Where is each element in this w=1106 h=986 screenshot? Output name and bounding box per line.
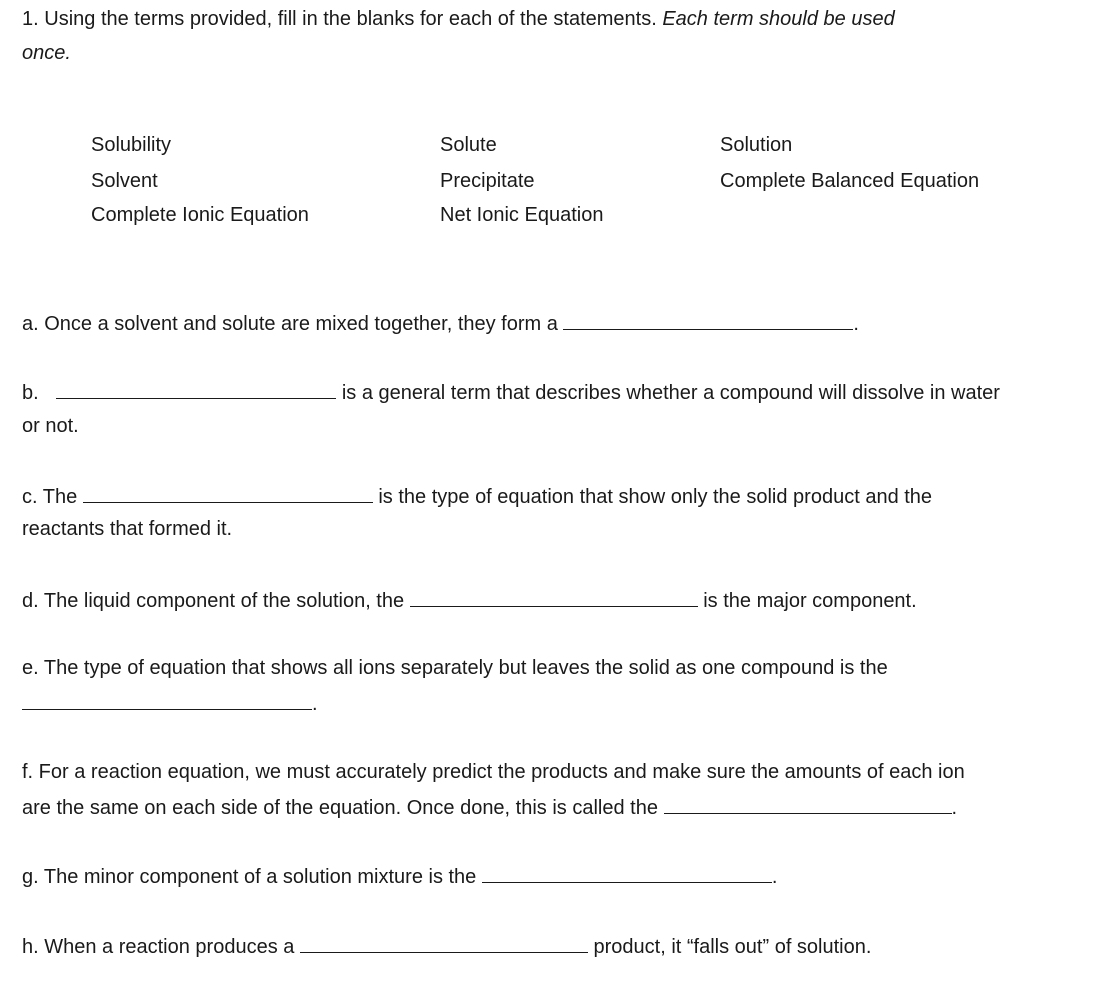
term-net-ionic-equation: Net Ionic Equation xyxy=(440,204,604,226)
blank-h[interactable] xyxy=(300,934,588,953)
term-precipitate: Precipitate xyxy=(440,170,535,192)
term-complete-ionic-equation: Complete Ionic Equation xyxy=(91,204,309,226)
item-c: c. The is the type of equation that show only the solid product and the xyxy=(22,486,933,508)
item-c-line2: reactants that formed it. xyxy=(22,518,233,540)
question-number: 1. xyxy=(22,8,39,30)
item-a: a. Once a solvent and solute are mixed together, they form a . xyxy=(22,313,859,335)
blank-d[interactable] xyxy=(410,588,698,607)
blank-a[interactable] xyxy=(563,311,853,330)
item-f: f. For a reaction equation, we must accurately predict the products and make sure the amounts of each ion xyxy=(22,761,965,783)
blank-e[interactable] xyxy=(22,691,312,710)
blank-f[interactable] xyxy=(664,795,952,814)
item-e: e. The type of equation that shows all ions separately but leaves the solid as one compound is the xyxy=(22,657,888,679)
blank-b[interactable] xyxy=(56,380,336,399)
term-complete-balanced-equation: Complete Balanced Equation xyxy=(720,170,980,192)
blank-g[interactable] xyxy=(482,864,772,883)
blank-c[interactable] xyxy=(83,484,373,503)
term-solution: Solution xyxy=(720,134,793,156)
item-d: d. The liquid component of the solution, the is the major component. xyxy=(22,590,917,612)
term-solubility: Solubility xyxy=(91,134,172,156)
item-h: h. When a reaction produces a product, it “falls out” of solution. xyxy=(22,936,872,958)
question-emphasis-line2: once. xyxy=(22,42,71,64)
item-b-line2: or not. xyxy=(22,415,79,437)
item-f-line2: are the same on each side of the equation. Once done, this is called the . xyxy=(22,797,958,819)
item-b: b. is a general term that describes whether a compound will dissolve in water xyxy=(22,382,1000,404)
question-emphasis: Each term should be used xyxy=(662,8,895,30)
item-g: g. The minor component of a solution mixture is the . xyxy=(22,866,778,888)
term-solute: Solute xyxy=(440,134,497,156)
question-text: Using the terms provided, fill in the blanks for each of the statements. xyxy=(44,8,657,30)
term-solvent: Solvent xyxy=(91,170,158,192)
question-prompt xyxy=(22,8,895,31)
item-e-line2: . xyxy=(22,691,318,716)
